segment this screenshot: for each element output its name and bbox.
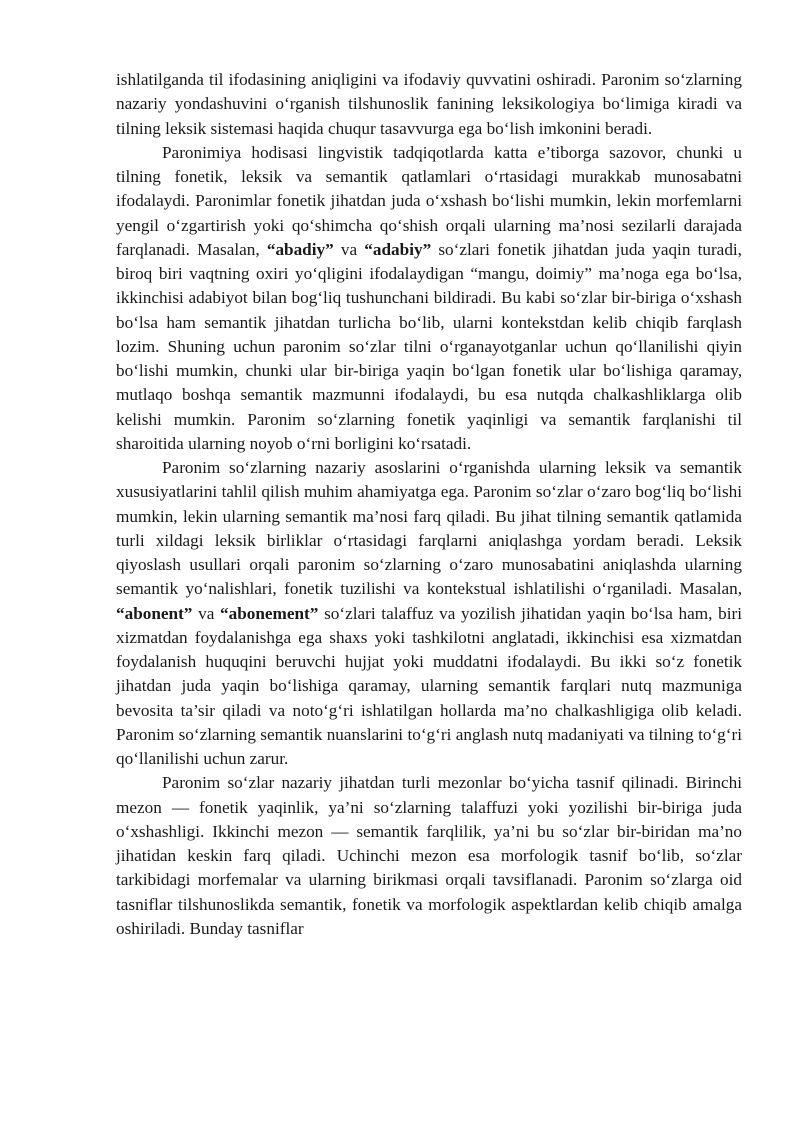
paragraph-text: va	[333, 239, 365, 259]
paragraph-text: Paronim so‘zlarning nazariy asoslarini o‘rganishda ularning leksik va semantik xususiyatlarini tahlil qilish muhim ahamiyatga ega. Paronim so‘zlar o‘zaro bog‘liq bo‘lishi mumkin, lekin ularning semantik ma’nosi farq qiladi. Bu jihat tilning semantik qatlamida turli xildagi leksik birliklar o‘rtasidagi farqlarni aniqlashga yordam beradi. Leksik qiyoslash usullari orqali paronim so‘zlarning o‘zaro munosabatini aniqlashda ularning semantik yo‘nalishlari, fonetik tuzilishi va kontekstual ishlatilishi o‘rganiladi. Masalan,	[116, 458, 742, 599]
paragraph-text: so‘zlari fonetik jihatdan juda yaqin turadi, biroq biri vaqtning oxiri yo‘qligini ifodalaydigan “mangu, doimiy” ma’noga ega bo‘lsa, ikkinchisi adabiyot bilan bog‘liq tushunchani bildiradi. Bu kabi so‘zlar bir-biriga o‘xshash bo‘lsa ham semantik jihatdan turlicha bo‘lib, ularni kontekstdan kelib chiqib farqlash lozim. Shuning uchun paronim so‘zlar tilni o‘rganayotganlar uchun qo‘llanilishi qiyin bo‘lishi mumkin, chunki ular bir-biriga yaqin bo‘lgan fonetik ular bo‘lishiga qaramay, mutlaqo boshqa semantik mazmunni ifodalaydi, bu esa nutqda chalkashliklarga olib kelishi mumkin. Paronim so‘zlarning fonetik yaqinligi va semantik farqlanishi til sharoitida ularning noyob o‘rni borligini ko‘rsatadi.	[116, 239, 742, 453]
paragraph-text: Paronim so‘zlar nazariy jihatdan turli mezonlar bo‘yicha tasnif qilinadi. Birinchi mezon — fonetik yaqinlik, ya’ni so‘zlarning talaffuzi yoki yozilishi bir-biriga juda o‘xshashligi. Ikkinchi mezon — semantik farqlilik, ya’ni bu so‘zlar bir-biridan ma’no jihatidan keskin farq qiladi. Uchinchi mezon esa morfologik tasnif bo‘lib, so‘zlar tarkibidagi morfemalar va ularning birikmasi orqali tavsiflanadi. Paronim so‘zlarga oid tasniflar tilshunoslikda semantik, fonetik va morfologik aspektlardan kelib chiqib amalga oshiriladi. Bunday tasniflar	[116, 773, 742, 938]
bold-term: “abadiy”	[266, 239, 334, 259]
paragraph-4	[116, 771, 742, 941]
paragraph-1	[116, 68, 742, 141]
paragraph-3	[116, 456, 742, 771]
bold-term: “abonent”	[116, 603, 193, 623]
paragraph-text: so‘zlari talaffuz va yozilish jihatidan yaqin bo‘lsa ham, biri xizmatdan foydalanishga ega shaxs yoki tashkilotni anglatadi, ikkinchisi esa xizmatdan foydalanish huquqini beruvchi hujjat yoki muddatni ifodalaydi. Bu ikki so‘z fonetik jihatdan juda yaqin bo‘lishiga qaramay, ularning semantik farqlari nutq mazmuniga bevosita ta’sir qiladi va noto‘g‘ri ishlatilgan hollarda ma’no chalkashligiga olib keladi. Paronim so‘zlarning semantik nuanslarini to‘g‘ri anglash nutq madaniyati va tilning to‘g‘ri qo‘llanilishi uchun zarur.	[116, 603, 742, 768]
paragraph-text: va	[192, 603, 221, 623]
paragraph-text: ishlatilganda til ifodasining aniqligini va ifodaviy quvvatini oshiradi. Paronim so‘zlarning nazariy yondashuvini o‘rganish tilshunoslik fanining leksikologiya bo‘limiga kiradi va tilning leksik sistemasi haqida chuqur tasavvurga ega bo‘lish imkonini beradi.	[116, 70, 742, 138]
bold-term: “adabiy”	[364, 239, 432, 259]
paragraph-text: Paronimiya hodisasi lingvistik tadqiqotlarda katta e’tiborga sazovor, chunki u tilning fonetik, leksik va semantik qatlamlari o‘rtasidagi murakkab munosabatni ifodalaydi. Paronimlar fonetik jihatdan juda o‘xshash bo‘lishi mumkin, lekin morfemlarni yengil o‘zgartirish yoki qo‘shimcha qo‘shish orqali ularning ma’nosi sezilarli darajada farqlanadi. Masalan,	[116, 142, 742, 259]
bold-term: “abonement”	[220, 603, 319, 623]
paragraph-2	[116, 141, 742, 456]
document-page	[116, 68, 742, 941]
